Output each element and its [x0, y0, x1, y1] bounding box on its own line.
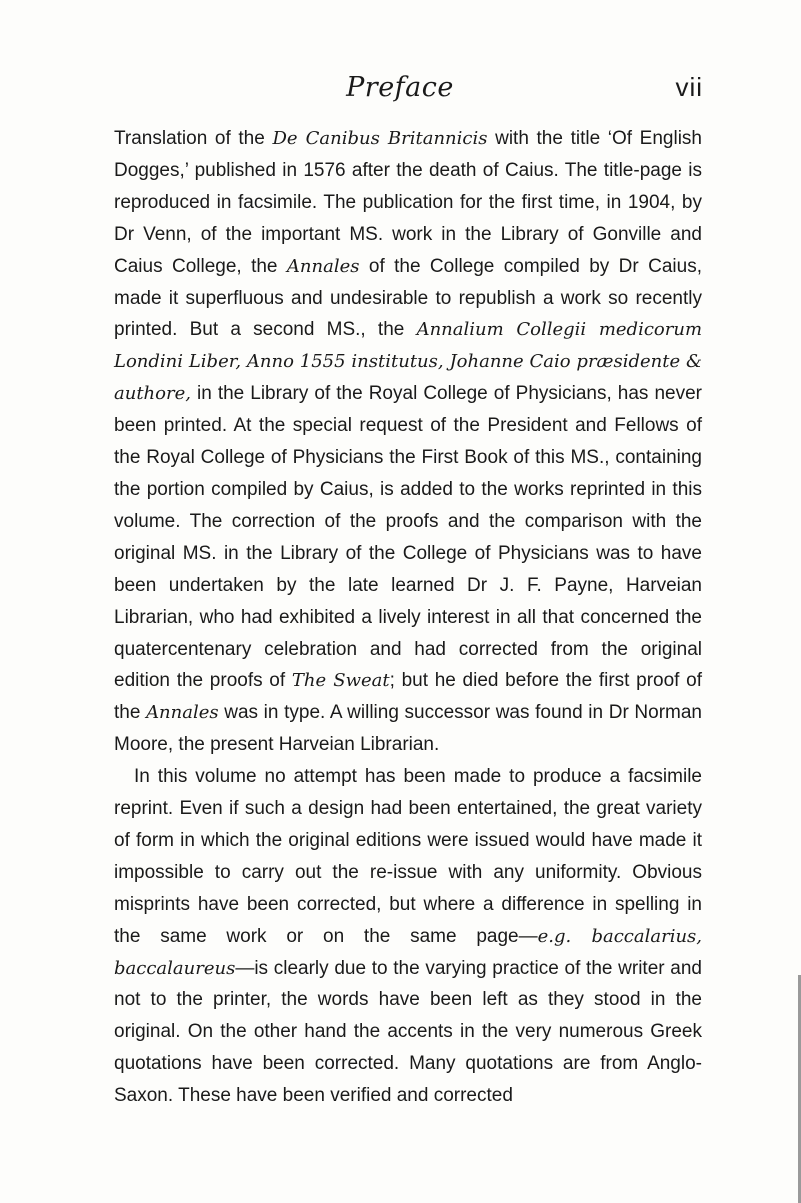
- italic-text-run: The Sweat: [291, 670, 390, 692]
- italic-text-run: Annales: [146, 702, 219, 724]
- text-run: in the Library of the Royal College of Physicians, has never been printed. At the special request of the President and Fellows of the Royal College of Physicians the First Book of this MS., containing the portion compiled by Caius, is added to the works reprinted in this volume. The correction of the proofs and the comparison with the original MS. in the Library of the College of Physicians was to have been undertaken by the late learned Dr J. F. Payne, Harveian Librarian, who had exhibited a lively interest in all that concerned the quatercentenary celebration and had corrected from the original edition the proofs of: [114, 383, 702, 692]
- italic-text-run: De Canibus Britannicis: [272, 128, 488, 149]
- text-run: with the title ‘Of English Dogges,’ published in 1576 after the death of Caius. The title-page is reproduced in facsimile. The publication for the first time, in 1904, by Dr Venn, of the important MS. work in the Library of Gonville and Caius College, the: [114, 128, 702, 277]
- italic-text-run: Annalium Collegii medicorum Londini Liber, Anno 1555 institutus, Johanne Caio præsidente & authore,: [114, 319, 703, 405]
- text-run: —is clearly due to the varying practice of the writer and not to the printer, the words have been left as they stood in the original. On the other hand the accents in the very numerous Greek quotations have been corrected. Many quotations are from Anglo-Saxon. These have been verified and corrected: [114, 957, 702, 1107]
- running-title: Preface: [346, 72, 454, 103]
- text-run: was in type. A willing successor was found in Dr Norman Moore, the present Harveian Librarian.: [114, 702, 702, 756]
- page-header: [0, 72, 801, 112]
- body-text: [114, 123, 702, 1112]
- text-run: In this volume no attempt has been made to produce a facsimile reprint. Even if such a design had been entertained, the great variety of form in which the original editions were issued would have made it impossible to carry out the re-issue with any uniformity. Obvious misprints have been corrected, but where a difference in spelling in the same work or on the same page—: [114, 766, 702, 947]
- text-run: ; but he died before the first proof of the: [114, 670, 702, 724]
- text-run: Translation of the: [114, 128, 273, 149]
- page-number: vii: [675, 72, 703, 102]
- paragraph: [114, 123, 702, 761]
- italic-text-run: e.g. baccalarius, baccalaureus: [114, 925, 702, 979]
- paragraph: [114, 761, 702, 1112]
- italic-text-run: Annales: [286, 255, 360, 277]
- text-run: of the College compiled by Dr Caius, made it superfluous and undesirable to republish a work so recently printed. But a second MS., the: [114, 255, 702, 341]
